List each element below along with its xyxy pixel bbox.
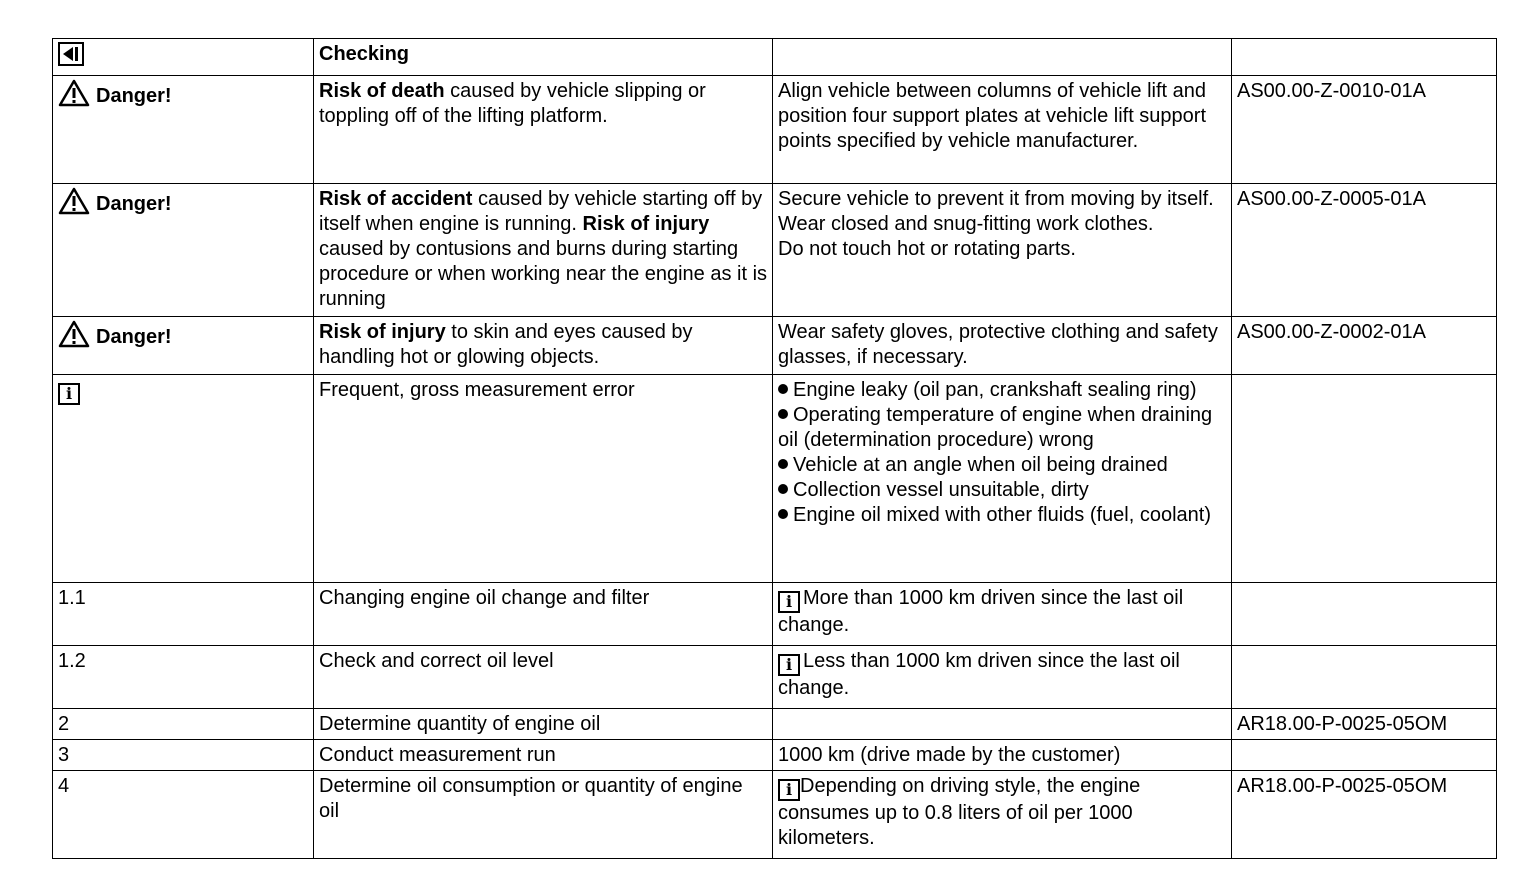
info-icon-cell (53, 375, 314, 583)
danger-row (53, 317, 1497, 375)
info-title: Frequent, gross measurement error (314, 375, 773, 583)
step-text: Determine quantity of engine oil (314, 709, 773, 740)
step-note-text: 1000 km (drive made by the customer) (778, 744, 1121, 766)
step-row (53, 646, 1497, 709)
step-row (53, 709, 1497, 740)
list-item (778, 478, 1227, 503)
bullet-icon (778, 459, 788, 469)
step-note (773, 709, 1232, 740)
list-item (778, 403, 1227, 453)
bullet-icon (778, 409, 788, 419)
measure-cell (773, 317, 1232, 375)
hazard-cell (314, 317, 773, 375)
step-note (773, 646, 1232, 709)
step-number: 1.2 (53, 646, 314, 709)
danger-label-cell (53, 76, 314, 184)
hazard-bold: Risk of death (319, 80, 445, 102)
reference-link[interactable]: AS00.00-Z-0010-01A (1237, 80, 1427, 102)
step-note-text: Less than 1000 km driven since the last oil change. (778, 650, 1180, 699)
measure-line: Wear safety gloves, protective clothing and safety glasses, if necessary. (778, 321, 1218, 368)
warning-triangle-icon (58, 79, 90, 114)
measure-cell (773, 184, 1232, 317)
bullet-text: Collection vessel unsuitable, dirty (793, 479, 1089, 501)
info-icon: i (58, 383, 80, 405)
info-row (53, 375, 1497, 583)
reference-link[interactable]: AR18.00-P-0025-05OM (1237, 713, 1448, 735)
warning-triangle-icon (58, 320, 90, 355)
page-title: Checking (319, 43, 410, 65)
step-number: 1.1 (53, 583, 314, 646)
step-text: Changing engine oil change and filter (314, 583, 773, 646)
header-title (314, 39, 773, 76)
list-item (778, 503, 1227, 528)
bullet-icon (778, 484, 788, 494)
step-number: 3 (53, 740, 314, 771)
procedure-table (52, 38, 1497, 859)
step-text: Conduct measurement run (314, 740, 773, 771)
info-icon: i (778, 654, 800, 676)
hazard-text: caused by vehicle slipping or toppling off of the lifting platform. (319, 80, 706, 127)
reference-cell (1232, 583, 1497, 646)
reference-cell (1232, 709, 1497, 740)
bullet-text: Vehicle at an angle when oil being drained (793, 454, 1168, 476)
list-item (778, 378, 1227, 403)
info-empty-cell (1232, 375, 1497, 583)
danger-row (53, 184, 1497, 317)
step-row (53, 583, 1497, 646)
reference-link[interactable]: AS00.00-Z-0002-01A (1237, 321, 1427, 343)
bullet-icon (778, 509, 788, 519)
measure-line: Align vehicle between columns of vehicle lift and position four support plates at vehicle lift support points specified by vehicle manufacturer. (778, 80, 1207, 152)
hazard-cell (314, 76, 773, 184)
danger-label: Danger! (96, 193, 172, 215)
reference-cell (1232, 771, 1497, 859)
reference-link[interactable]: AR18.00-P-0025-05OM (1237, 775, 1448, 797)
reference-cell (1232, 184, 1497, 317)
back-arrow-box-icon (58, 42, 84, 73)
step-number: 4 (53, 771, 314, 859)
warning-triangle-icon (58, 187, 90, 222)
hazard-cell (314, 184, 773, 317)
hazard-bold-2: Risk of injury (582, 213, 710, 235)
hazard-text: caused by vehicle starting off by itself when engine is running. (319, 188, 763, 235)
header-row (53, 39, 1497, 76)
danger-label-cell (53, 317, 314, 375)
measure-line: Do not touch hot or rotating parts. (778, 238, 1076, 260)
step-number: 2 (53, 709, 314, 740)
header-icon-cell (53, 39, 314, 76)
bullet-text: Engine oil mixed with other fluids (fuel, coolant) (793, 504, 1211, 526)
measure-cell (773, 76, 1232, 184)
header-empty-cell-2 (1232, 39, 1497, 76)
measure-line: Secure vehicle to prevent it from moving by itself. (778, 188, 1214, 210)
danger-label: Danger! (96, 326, 172, 348)
hazard-text-2: caused by contusions and burns during starting procedure or when working near the engine as it is running (319, 238, 768, 310)
info-icon: i (778, 591, 800, 613)
reference-cell (1232, 76, 1497, 184)
info-icon: i (778, 779, 800, 801)
step-note (773, 583, 1232, 646)
step-row (53, 771, 1497, 859)
step-text: Determine oil consumption or quantity of engine oil (314, 771, 773, 859)
hazard-bold: Risk of accident (319, 188, 473, 210)
header-empty-cell (773, 39, 1232, 76)
danger-label-cell (53, 184, 314, 317)
bullet-text: Engine leaky (oil pan, crankshaft sealing ring) (793, 379, 1197, 401)
step-note-text: Depending on driving style, the engine consumes up to 0.8 liters of oil per 1000 kilometers. (778, 775, 1141, 849)
measure-line: Wear closed and snug-fitting work clothes. (778, 213, 1154, 235)
step-note-text: More than 1000 km driven since the last oil change. (778, 587, 1184, 636)
bullet-icon (778, 384, 788, 394)
step-note (773, 771, 1232, 859)
list-item (778, 453, 1227, 478)
hazard-bold: Risk of injury (319, 321, 446, 343)
hazard-text: to skin and eyes caused by handling hot or glowing objects. (319, 321, 693, 368)
reference-cell (1232, 740, 1497, 771)
reference-cell (1232, 317, 1497, 375)
bullet-text: Operating temperature of engine when draining oil (determination procedure) wrong (778, 404, 1213, 451)
step-row (53, 740, 1497, 771)
reference-link[interactable]: AS00.00-Z-0005-01A (1237, 188, 1427, 210)
reference-cell (1232, 646, 1497, 709)
danger-row (53, 76, 1497, 184)
info-bullets (773, 375, 1232, 583)
step-text: Check and correct oil level (314, 646, 773, 709)
danger-label: Danger! (96, 85, 172, 107)
step-note (773, 740, 1232, 771)
